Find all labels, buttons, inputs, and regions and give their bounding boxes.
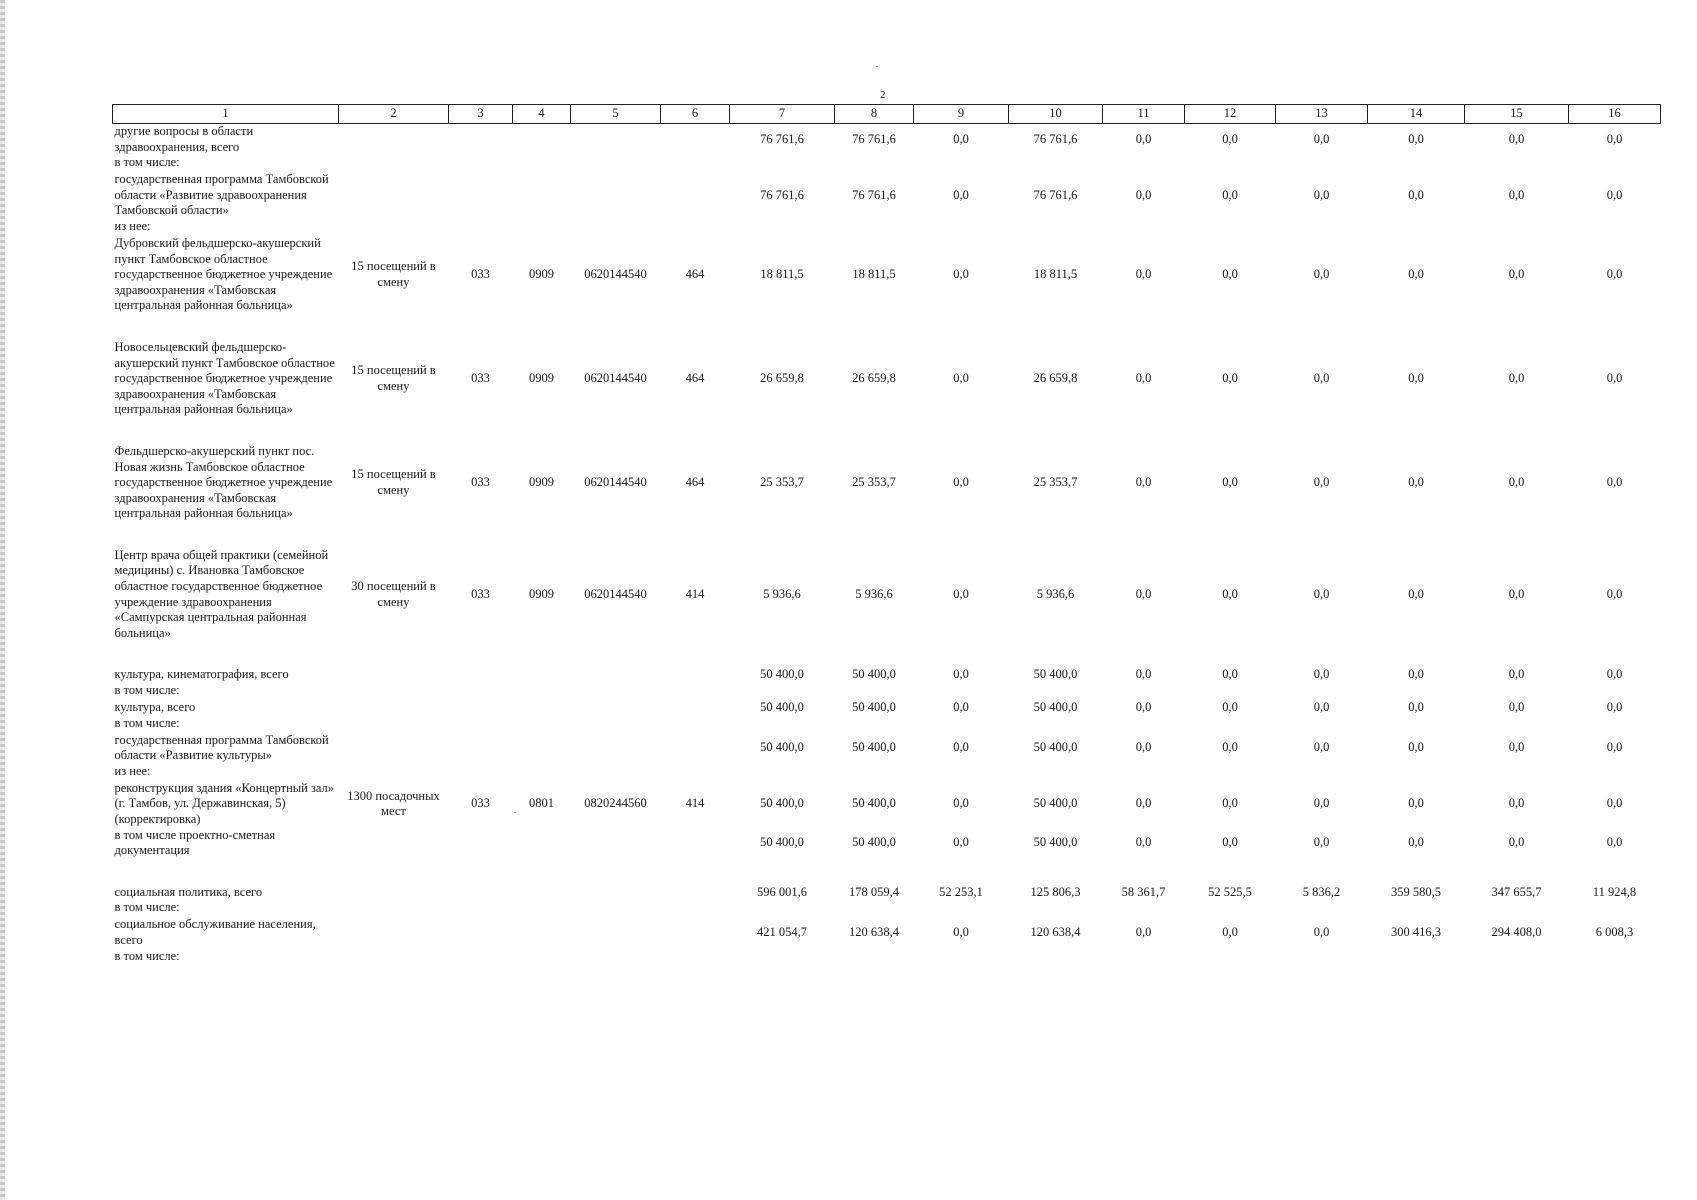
value-cell: 76 761,6 [760, 131, 804, 146]
target-code-cell [571, 172, 661, 219]
value-cell: 0,0 [1508, 700, 1525, 715]
empty-cell [339, 155, 1661, 172]
value-cell: 50 400,0 [852, 700, 896, 715]
expense-type-cell: 414 [685, 796, 705, 811]
empty-cell [339, 900, 1661, 917]
table-row [113, 917, 1661, 948]
value-cell: 18 811,5 [1033, 267, 1078, 282]
target-code-cell [571, 885, 661, 901]
table-row [113, 700, 1661, 716]
capacity-cell [339, 828, 449, 859]
section-code-cell [513, 885, 571, 901]
subheading-row [113, 716, 1661, 733]
value-cell: 50 400,0 [760, 835, 804, 850]
header-col-10: 10 [1009, 105, 1103, 124]
value-cell: 0,0 [953, 925, 969, 940]
expense-type-cell [661, 124, 730, 156]
expense-type-cell: 414 [685, 586, 705, 601]
empty-cell [339, 764, 1661, 781]
value-cell: 0,0 [1313, 796, 1330, 811]
table-row [113, 733, 1661, 764]
page-number: 2 [880, 89, 886, 101]
value-cell: 0,0 [1135, 131, 1152, 146]
section-code-cell [513, 917, 571, 948]
value-cell: 596 001,6 [757, 884, 807, 899]
value-cell: 0,0 [1408, 835, 1424, 850]
value-cell: 50 400,0 [1033, 700, 1078, 715]
value-cell: 0,0 [1408, 700, 1424, 715]
row-name: Центр врача общей практики (семейной медицины) с. Ивановка Тамбовское областное государственное бюджетное учреждение здравоохранения «Сампурская центральная районная больница» [114, 547, 329, 640]
value-cell: 25 353,7 [852, 475, 896, 490]
value-cell: 0,0 [1222, 586, 1238, 601]
value-cell: 0,0 [1508, 796, 1525, 811]
subheading-row [113, 683, 1661, 700]
subheading-label: из нее: [114, 763, 151, 778]
value-cell: 421 054,7 [757, 925, 807, 940]
capacity-cell [339, 667, 449, 683]
value-cell: 50 400,0 [852, 740, 896, 755]
value-cell: 0,0 [1408, 131, 1424, 146]
expense-type-cell: 464 [685, 267, 705, 282]
value-cell: 0,0 [1606, 835, 1623, 850]
value-cell: 359 580,5 [1391, 884, 1441, 899]
header-col-4: 4 [513, 105, 571, 124]
header-col-3: 3 [449, 105, 513, 124]
budget-table [112, 104, 1661, 966]
value-cell: 120 638,4 [849, 925, 899, 940]
value-cell: 0,0 [1313, 586, 1330, 601]
section-code-cell [513, 667, 571, 683]
expense-type-cell [661, 733, 730, 764]
table-body [113, 124, 1661, 966]
row-name: государственная программа Тамбовской области «Развитие культуры» [114, 732, 329, 763]
value-cell: 0,0 [1606, 475, 1623, 490]
value-cell: 52 253,1 [939, 884, 983, 899]
header-col-6: 6 [661, 105, 730, 124]
table-row [113, 444, 1661, 522]
value-cell: 26 659,8 [852, 371, 896, 386]
subheading-label: из нее: [114, 218, 151, 233]
value-cell: 0,0 [1135, 740, 1152, 755]
capacity-cell: 15 посещений в смену [351, 363, 436, 393]
value-cell: 0,0 [1408, 371, 1424, 386]
spacer-row [113, 641, 1661, 667]
code-cell [449, 828, 513, 859]
value-cell: 58 361,7 [1121, 884, 1166, 899]
capacity-cell: 15 посещений в смену [351, 259, 436, 289]
target-code-cell [571, 733, 661, 764]
value-cell: 0,0 [953, 667, 969, 682]
value-cell: 294 408,0 [1491, 925, 1542, 940]
value-cell: 5 936,6 [855, 586, 893, 601]
target-code-cell [571, 667, 661, 683]
value-cell: 0,0 [1222, 267, 1238, 282]
value-cell: 0,0 [953, 835, 969, 850]
value-cell: 0,0 [1135, 925, 1152, 940]
subheading-label: в том числе: [114, 155, 180, 170]
value-cell: 0,0 [1508, 667, 1525, 682]
row-name: социальное обслуживание населения, всего [114, 917, 316, 947]
expense-type-cell [661, 828, 730, 859]
value-cell: 0,0 [1508, 187, 1525, 202]
value-cell: 0,0 [1606, 371, 1623, 386]
value-cell: 26 659,8 [760, 371, 804, 386]
capacity-cell [339, 172, 449, 219]
value-cell: 0,0 [953, 586, 969, 601]
target-code-cell [571, 700, 661, 716]
header-col-14: 14 [1368, 105, 1465, 124]
expense-type-cell: 464 [685, 371, 705, 386]
table-row [113, 885, 1661, 901]
value-cell: 0,0 [1222, 700, 1238, 715]
value-cell: 347 655,7 [1491, 884, 1542, 899]
value-cell: 50 400,0 [1033, 835, 1078, 850]
row-name: другие вопросы в области здравоохранения, всего [114, 124, 254, 154]
value-cell: 0,0 [1222, 187, 1238, 202]
value-cell: 0,0 [1313, 700, 1330, 715]
value-cell: 0,0 [953, 187, 969, 202]
section-code-cell [513, 700, 571, 716]
header-col-1: 1 [113, 105, 339, 124]
value-cell: 0,0 [953, 700, 969, 715]
value-cell: 6 008,3 [1595, 925, 1634, 940]
value-cell: 0,0 [953, 796, 969, 811]
value-cell: 76 761,6 [760, 187, 804, 202]
target-code-cell: 0620144540 [584, 371, 647, 386]
value-cell: 0,0 [953, 371, 969, 386]
subheading-row [113, 949, 1661, 966]
value-cell: 0,0 [1606, 267, 1623, 282]
target-code-cell: 0820244560 [584, 796, 647, 811]
value-cell: 0,0 [1135, 835, 1152, 850]
value-cell: 0,0 [1606, 187, 1623, 202]
value-cell: 11 924,8 [1592, 884, 1637, 899]
value-cell: 0,0 [1508, 371, 1525, 386]
row-name: Дубровский фельдшерско-акушерский пункт Тамбовское областное государственное бюджетное учреждение здравоохранения «Тамбовская центральная районная больница» [114, 235, 333, 313]
value-cell: 18 811,5 [760, 267, 804, 282]
value-cell: 76 761,6 [1033, 131, 1078, 146]
capacity-cell [339, 733, 449, 764]
capacity-cell: 15 посещений в смену [351, 467, 436, 497]
subheading-label: в том числе: [114, 715, 180, 730]
code-cell [449, 733, 513, 764]
capacity-cell: 1300 посадочных мест [347, 788, 440, 819]
spacer-row [113, 418, 1661, 444]
scan-edge [0, 0, 5, 1200]
row-name: социальная политика, всего [114, 884, 263, 899]
code-cell: 033 [471, 475, 490, 490]
row-name: культура, всего [114, 700, 196, 715]
target-code-cell [571, 828, 661, 859]
table-row [113, 548, 1661, 642]
value-cell: 76 761,6 [1033, 187, 1078, 202]
section-code-cell: 0909 [529, 371, 554, 386]
expense-type-cell: 464 [685, 475, 705, 490]
section-code-cell: 0909 [529, 267, 554, 282]
code-cell [449, 917, 513, 948]
target-code-cell [571, 124, 661, 156]
value-cell: 0,0 [1508, 475, 1525, 490]
code-cell: 033 [471, 267, 490, 282]
value-cell: 50 400,0 [760, 740, 804, 755]
value-cell: 0,0 [1606, 740, 1623, 755]
section-code-cell [513, 733, 571, 764]
value-cell: 0,0 [1313, 740, 1330, 755]
value-cell: 0,0 [1606, 586, 1623, 601]
value-cell: 0,0 [1508, 740, 1525, 755]
target-code-cell: 0620144540 [584, 586, 647, 601]
section-code-cell: 0909 [529, 586, 554, 601]
expense-type-cell [661, 172, 730, 219]
value-cell: 0,0 [1408, 267, 1424, 282]
value-cell: 76 761,6 [852, 187, 896, 202]
value-cell: 52 525,5 [1208, 884, 1252, 899]
row-name: Фельдшерско-акушерский пункт пос. Новая жизнь Тамбовское областное государственное бюджетное учреждение здравоохранения «Тамбовская центральная районная больница» [114, 443, 333, 521]
capacity-cell [339, 885, 449, 901]
scan-speck [876, 66, 878, 67]
value-cell: 0,0 [953, 267, 969, 282]
value-cell: 0,0 [1606, 700, 1623, 715]
value-cell: 50 400,0 [852, 796, 896, 811]
value-cell: 0,0 [1135, 667, 1152, 682]
section-code-cell [513, 828, 571, 859]
header-col-15: 15 [1465, 105, 1569, 124]
value-cell: 0,0 [1135, 475, 1152, 490]
value-cell: 0,0 [1135, 371, 1152, 386]
code-cell [449, 172, 513, 219]
value-cell: 0,0 [1222, 371, 1238, 386]
header-col-8: 8 [835, 105, 914, 124]
value-cell: 0,0 [1606, 796, 1623, 811]
value-cell: 0,0 [1313, 835, 1330, 850]
table-row [113, 124, 1661, 156]
value-cell: 76 761,6 [852, 131, 896, 146]
subheading-label: в том числе: [114, 683, 180, 698]
table-row [113, 667, 1661, 683]
value-cell: 0,0 [1408, 475, 1424, 490]
value-cell: 0,0 [1313, 475, 1330, 490]
value-cell: 50 400,0 [1033, 667, 1078, 682]
value-cell: 0,0 [1313, 667, 1330, 682]
section-code-cell: 0801 [529, 796, 554, 811]
value-cell: 18 811,5 [852, 267, 896, 282]
value-cell: 0,0 [1508, 131, 1525, 146]
table-row [113, 828, 1661, 859]
code-cell: 033 [471, 371, 490, 386]
value-cell: 0,0 [1408, 586, 1424, 601]
spacer-row [113, 859, 1661, 885]
value-cell: 0,0 [1135, 796, 1152, 811]
value-cell: 0,0 [1408, 796, 1424, 811]
value-cell: 0,0 [1222, 667, 1238, 682]
value-cell: 0,0 [1408, 187, 1424, 202]
value-cell: 0,0 [1222, 796, 1238, 811]
empty-cell [339, 949, 1661, 966]
code-cell [449, 667, 513, 683]
capacity-cell [339, 917, 449, 948]
value-cell: 50 400,0 [760, 796, 804, 811]
row-name: государственная программа Тамбовской области «Развитие здравоохранения Тамбовской области» [114, 172, 329, 218]
value-cell: 0,0 [1606, 667, 1623, 682]
value-cell: 0,0 [1606, 131, 1623, 146]
value-cell: 0,0 [1135, 187, 1152, 202]
empty-cell [339, 716, 1661, 733]
value-cell: 178 059,4 [849, 884, 899, 899]
value-cell: 0,0 [953, 740, 969, 755]
spacer-row [113, 314, 1661, 340]
spacer-cell [113, 641, 1661, 667]
empty-cell [339, 683, 1661, 700]
value-cell: 5 936,6 [763, 586, 801, 601]
value-cell: 0,0 [1313, 131, 1330, 146]
value-cell: 0,0 [1135, 267, 1152, 282]
target-code-cell: 0620144540 [584, 475, 647, 490]
spacer-cell [113, 314, 1661, 340]
subheading-row [113, 900, 1661, 917]
expense-type-cell [661, 667, 730, 683]
value-cell: 5 936,6 [1036, 586, 1075, 601]
target-code-cell: 0620144540 [584, 267, 647, 282]
capacity-cell [339, 700, 449, 716]
value-cell: 25 353,7 [1033, 475, 1078, 490]
expense-type-cell [661, 917, 730, 948]
value-cell: 0,0 [1135, 700, 1152, 715]
header-col-13: 13 [1276, 105, 1368, 124]
header-col-11: 11 [1103, 105, 1185, 124]
value-cell: 0,0 [1222, 475, 1238, 490]
value-cell: 0,0 [1508, 586, 1525, 601]
spacer-cell [113, 859, 1661, 885]
value-cell: 50 400,0 [1033, 740, 1078, 755]
code-cell [449, 124, 513, 156]
header-col-9: 9 [914, 105, 1009, 124]
spacer-cell [113, 418, 1661, 444]
value-cell: 0,0 [953, 475, 969, 490]
value-cell: 25 353,7 [760, 475, 804, 490]
empty-cell [339, 219, 1661, 236]
value-cell: 0,0 [1408, 667, 1424, 682]
value-cell: 5 836,2 [1302, 884, 1341, 899]
row-name: Новосельцевский фельдшерско-акушерский пункт Тамбовское областное государственное бюджетное учреждение здравоохранения «Тамбовская центральная районная больница» [114, 339, 335, 417]
header-col-7: 7 [730, 105, 835, 124]
section-code-cell [513, 172, 571, 219]
header-col-2: 2 [339, 105, 449, 124]
table-row [113, 172, 1661, 219]
value-cell: 50 400,0 [1033, 796, 1078, 811]
subheading-row [113, 155, 1661, 172]
row-name: в том числе проектно-сметная документация [114, 827, 276, 858]
value-cell: 0,0 [1508, 835, 1525, 850]
header-col-12: 12 [1185, 105, 1276, 124]
target-code-cell [571, 917, 661, 948]
value-cell: 50 400,0 [760, 700, 804, 715]
value-cell: 0,0 [1222, 925, 1238, 940]
table-row [113, 781, 1661, 828]
table-row [113, 340, 1661, 418]
value-cell: 0,0 [953, 131, 969, 146]
subheading-row [113, 764, 1661, 781]
value-cell: 0,0 [1222, 131, 1238, 146]
value-cell: 0,0 [1313, 371, 1330, 386]
value-cell: 0,0 [1408, 740, 1424, 755]
capacity-cell [339, 124, 449, 156]
section-code-cell [513, 124, 571, 156]
header-col-16: 16 [1569, 105, 1661, 124]
value-cell: 0,0 [1222, 740, 1238, 755]
value-cell: 0,0 [1313, 187, 1330, 202]
expense-type-cell [661, 700, 730, 716]
value-cell: 120 638,4 [1030, 925, 1081, 940]
spacer-row [113, 522, 1661, 548]
value-cell: 0,0 [1508, 267, 1525, 282]
code-cell [449, 700, 513, 716]
expense-type-cell [661, 885, 730, 901]
code-cell [449, 885, 513, 901]
row-name: культура, кинематография, всего [114, 667, 289, 682]
table-row [113, 236, 1661, 314]
value-cell: 26 659,8 [1033, 371, 1078, 386]
subheading-label: в том числе: [114, 900, 180, 915]
value-cell: 50 400,0 [852, 835, 896, 850]
value-cell: 125 806,3 [1030, 884, 1081, 899]
section-code-cell: 0909 [529, 475, 554, 490]
column-number-header [113, 105, 1661, 124]
value-cell: 0,0 [1222, 835, 1238, 850]
spacer-cell [113, 522, 1661, 548]
header-col-5: 5 [571, 105, 661, 124]
value-cell: 0,0 [1313, 925, 1330, 940]
value-cell: 0,0 [1313, 267, 1330, 282]
row-name: реконструкция здания «Концертный зал» (г. Тамбов, ул. Державинская, 5) (корректировка) [114, 780, 335, 826]
capacity-cell: 30 посещений в смену [351, 579, 436, 609]
subheading-row [113, 219, 1661, 236]
value-cell: 50 400,0 [760, 667, 804, 682]
value-cell: 300 416,3 [1391, 925, 1441, 940]
value-cell: 50 400,0 [852, 667, 896, 682]
code-cell: 033 [471, 586, 490, 601]
code-cell: 033 [471, 796, 490, 811]
subheading-label: в том числе: [114, 948, 180, 963]
value-cell: 0,0 [1135, 586, 1152, 601]
